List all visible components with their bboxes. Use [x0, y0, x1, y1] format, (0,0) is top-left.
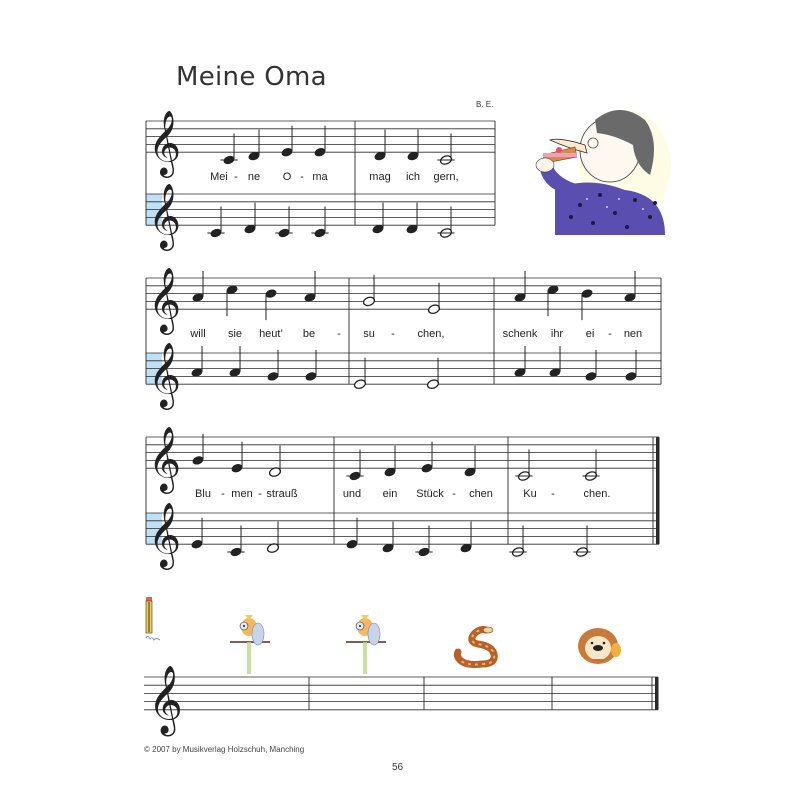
lyric-syllable: - [452, 488, 456, 500]
note-D4-quarter [373, 130, 386, 162]
lyric-syllable: - [300, 171, 304, 183]
lion-illustration [576, 626, 622, 666]
lyric-syllable: Blu [195, 488, 211, 500]
lyric-syllable: Ku [523, 488, 537, 500]
note-G4-quarter [304, 350, 317, 382]
lyric-syllable: ma [312, 171, 328, 183]
note-E4-quarter [345, 518, 358, 550]
note-C4-quarter [227, 525, 244, 557]
note-D4-quarter [405, 203, 418, 235]
note-C4-half [437, 206, 454, 238]
note-B4-quarter [580, 288, 593, 320]
note-A4-quarter [513, 346, 526, 378]
note-G4-half [362, 275, 375, 307]
note-E4-quarter [190, 518, 203, 550]
melody-staff [146, 427, 659, 494]
lyrics [189, 328, 642, 340]
lyric-syllable: chen. [583, 488, 611, 500]
note-E4-quarter [420, 442, 433, 474]
lyric-syllable: - [608, 328, 612, 340]
note-D4-quarter [381, 522, 394, 554]
note-C4-half [509, 525, 526, 557]
note-E4-half [353, 358, 366, 390]
note-C5-quarter [546, 284, 559, 316]
music-system-1 [146, 111, 495, 251]
lyric-syllable: mag [369, 171, 391, 183]
note-C4-quarter [415, 525, 432, 557]
music-system-2 [146, 268, 661, 410]
lyric-syllable: be [302, 328, 316, 340]
note-G4-quarter [584, 350, 597, 382]
note-A4-quarter [513, 271, 526, 303]
note-A4-quarter [228, 346, 241, 378]
note-C4-half [582, 449, 599, 481]
lyrics [195, 488, 610, 500]
note-C4-half [573, 525, 590, 557]
copyright-notice: © 2007 by Musikverlag Holzschuh, Manching [144, 745, 305, 754]
lyric-syllable: will [190, 328, 206, 340]
note-D4-quarter [371, 203, 384, 235]
lyric-syllable: und [342, 488, 362, 500]
note-E4-quarter [230, 442, 243, 474]
lyric-syllable: schenk [502, 328, 538, 340]
note-A4-quarter [191, 271, 204, 303]
lyric-syllable: chen [469, 488, 493, 500]
final-barline-thick [656, 437, 660, 544]
note-E4-half [426, 358, 439, 390]
composer-initials: B. E. [476, 100, 494, 109]
final-barline-thick [655, 677, 659, 710]
parrot-1-illustration [228, 612, 272, 678]
accompaniment-notes [207, 203, 454, 239]
note-E4-quarter [280, 126, 293, 158]
note-D4-quarter [383, 446, 396, 478]
note-D4-half [268, 446, 281, 478]
lyric-syllable: - [391, 328, 395, 340]
note-C4-quarter [275, 206, 292, 238]
treble-clef-icon: 𝄞 [148, 426, 182, 492]
lyric-syllable: su [363, 328, 375, 340]
note-G4-quarter [266, 350, 279, 382]
lyric-syllable: ihr [550, 328, 564, 340]
lyric-syllable: - [337, 328, 341, 340]
lyric-syllable: O [282, 171, 292, 183]
melody-staff [146, 111, 495, 178]
lyric-syllable: - [234, 171, 238, 183]
page-number: 56 [392, 762, 404, 773]
lyric-syllable: gern, [433, 171, 459, 183]
note-D4-quarter [247, 130, 260, 162]
note-D4-half [266, 522, 279, 554]
note-C4-quarter [311, 206, 328, 238]
treble-clef-icon: 𝄞 [148, 110, 182, 176]
pencil-icon [142, 596, 162, 642]
accompaniment-staff [146, 184, 495, 251]
note-E4-half [427, 283, 440, 315]
parrot-2-illustration [344, 612, 388, 678]
note-C5-quarter [225, 284, 238, 316]
lyric-syllable: - [551, 488, 555, 500]
lyrics [210, 171, 458, 183]
lyric-syllable: ein [382, 488, 398, 500]
song-title: Meine Oma [176, 62, 327, 92]
note-C4-quarter [220, 133, 237, 165]
melody-staff [146, 268, 661, 335]
accompaniment-staff [146, 343, 661, 410]
lyric-syllable: men [231, 488, 253, 500]
lyric-syllable: sie [227, 328, 243, 340]
melody-notes [220, 126, 454, 166]
lyric-syllable: chen, [417, 328, 445, 340]
accompaniment-notes [190, 518, 590, 558]
treble-clef-icon: 𝄞 [148, 664, 183, 734]
lyric-syllable: - [221, 488, 225, 500]
melody-notes [191, 434, 599, 482]
lyric-syllable: ne [247, 171, 261, 183]
snake-illustration [452, 626, 502, 668]
lyric-syllable: ich [405, 171, 421, 183]
note-A4-quarter [548, 346, 561, 378]
note-C4-half [437, 133, 454, 165]
note-D4-quarter [243, 203, 256, 235]
note-C4-quarter [346, 449, 363, 481]
lyric-syllable: nen [623, 328, 643, 340]
note-A4-quarter [190, 346, 203, 378]
lyric-syllable: strauß [266, 488, 298, 500]
treble-clef-icon: 𝄞 [148, 183, 182, 249]
note-C4-quarter [207, 206, 224, 238]
note-A4-quarter [303, 271, 316, 303]
note-D4-quarter [463, 446, 476, 478]
grandma-eating-cake-illustration [515, 95, 675, 245]
accompaniment-notes [190, 346, 637, 390]
note-B4-quarter [264, 288, 277, 320]
lyric-syllable: Mei [210, 171, 228, 183]
note-G4-quarter [191, 434, 204, 466]
lyric-syllable: heut’ [259, 328, 283, 340]
music-system-3 [146, 427, 660, 570]
note-D4-quarter [459, 522, 472, 554]
note-E4-quarter [313, 126, 326, 158]
treble-clef-icon: 𝄞 [148, 342, 182, 408]
note-G4-quarter [624, 350, 637, 382]
note-C4-half [515, 449, 532, 481]
note-D4-quarter [406, 130, 419, 162]
lyric-syllable: Stück [416, 488, 444, 500]
treble-clef-icon: 𝄞 [148, 267, 182, 333]
treble-clef-icon: 𝄞 [148, 502, 182, 568]
note-A4-quarter [623, 271, 636, 303]
lyric-syllable: ei [585, 328, 595, 340]
writing-exercise-staff[interactable] [144, 665, 659, 737]
lyric-syllable: - [258, 488, 262, 500]
accompaniment-staff [146, 503, 659, 570]
